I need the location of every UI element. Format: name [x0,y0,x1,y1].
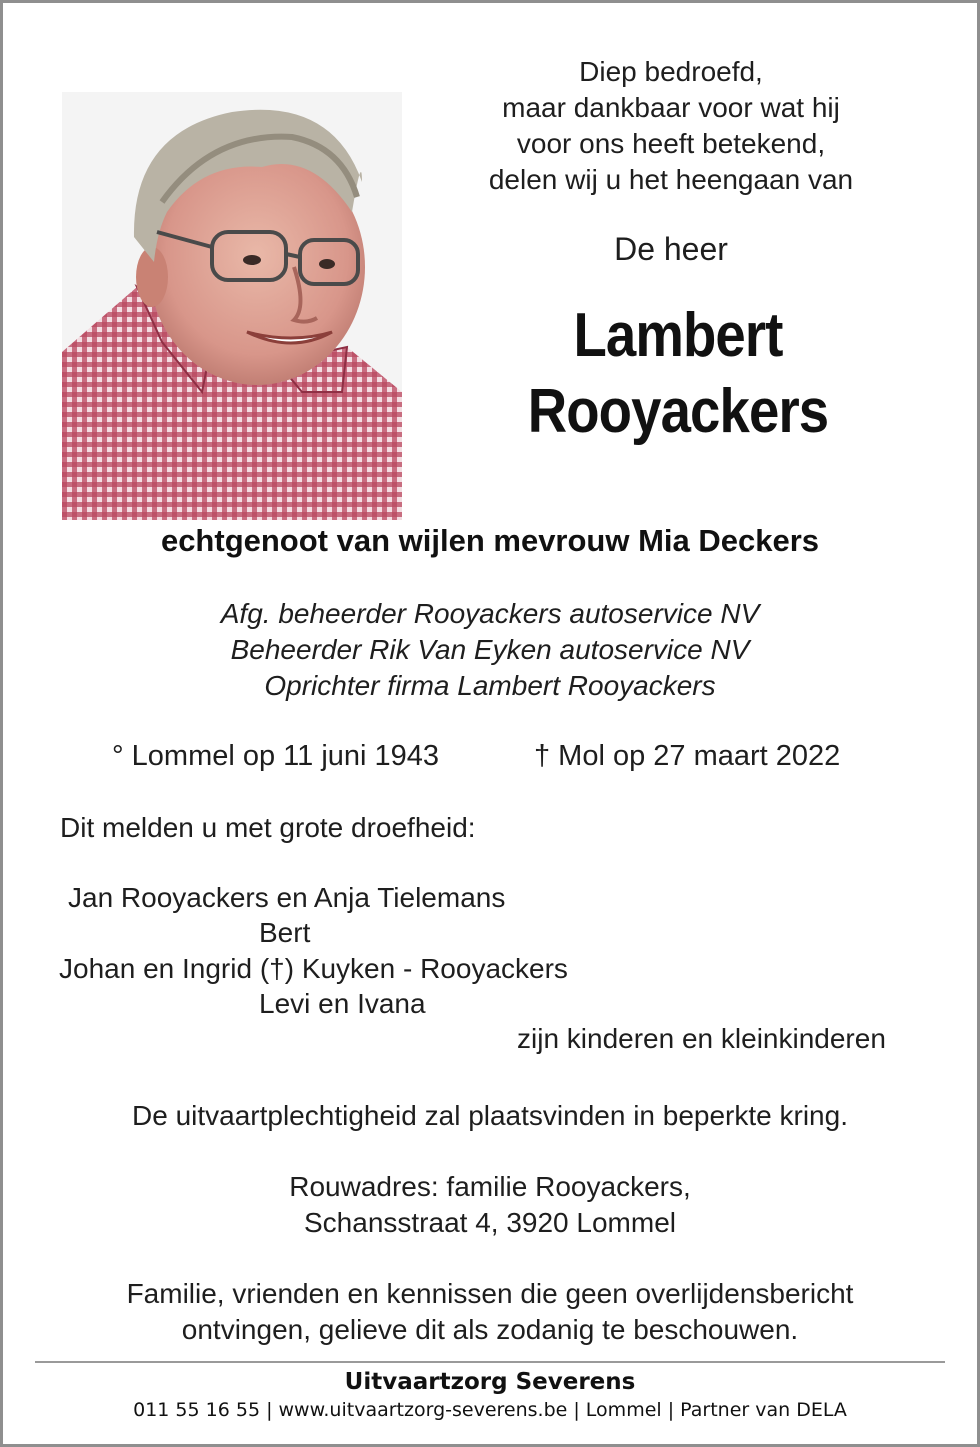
announcement-line: Dit melden u met grote droefheid: [60,812,476,843]
intro-text [400,54,942,198]
role-item: Afg. beheerder Rooyackers autoservice NV [220,598,760,629]
ceremony-line: De uitvaartplechtigheid zal plaatsvinden in beperkte kring. [132,1100,848,1131]
role-item: Oprichter firma Lambert Rooyackers [264,670,716,701]
death-date: † Mol op 27 maart 2022 [534,740,841,772]
family-line: Jan Rooyackers en Anja Tielemans [68,882,506,913]
address-line: Rouwadres: familie Rooyackers, [289,1171,691,1202]
intro-line: maar dankbaar voor wat hij [502,92,840,123]
company-contact: 011 55 16 55 | www.uitvaartzorg-severens.be | Lommel | Partner van DELA [133,1399,847,1421]
footer-divider [35,1361,945,1363]
roles-list [0,596,980,704]
intro-line: Diep bedroefd, [579,56,763,87]
spouse-line: echtgenoot van wijlen mevrouw Mia Deckers [160,523,820,558]
company-name: Uitvaartzorg Severens [344,1369,636,1395]
family-relation: zijn kinderen en kleinkinderen [517,1023,886,1054]
family-line: Bert [259,917,311,948]
birth-date: ° Lommel op 11 juni 1943 [112,740,440,772]
notice-line: ontvingen, gelieve dit als zodanig te beschouwen. [181,1314,799,1345]
family-line: Levi en Ivana [259,988,426,1019]
last-name: Rooyackers [527,377,829,446]
honorific-title: De heer [614,231,728,267]
role-item: Beheerder Rik Van Eyken autoservice NV [230,634,750,665]
portrait-photo [62,92,402,520]
deceased-name [433,298,922,450]
intro-line: delen wij u het heengaan van [488,164,854,195]
first-name: Lambert [573,301,783,370]
address-line: Schansstraat 4, 3920 Lommel [304,1207,676,1238]
notice-line: Familie, vrienden en kennissen die geen overlijdensbericht [126,1278,854,1309]
family-line: Johan en Ingrid (†) Kuyken - Rooyackers [59,953,568,984]
intro-line: voor ons heeft betekend, [516,128,826,159]
